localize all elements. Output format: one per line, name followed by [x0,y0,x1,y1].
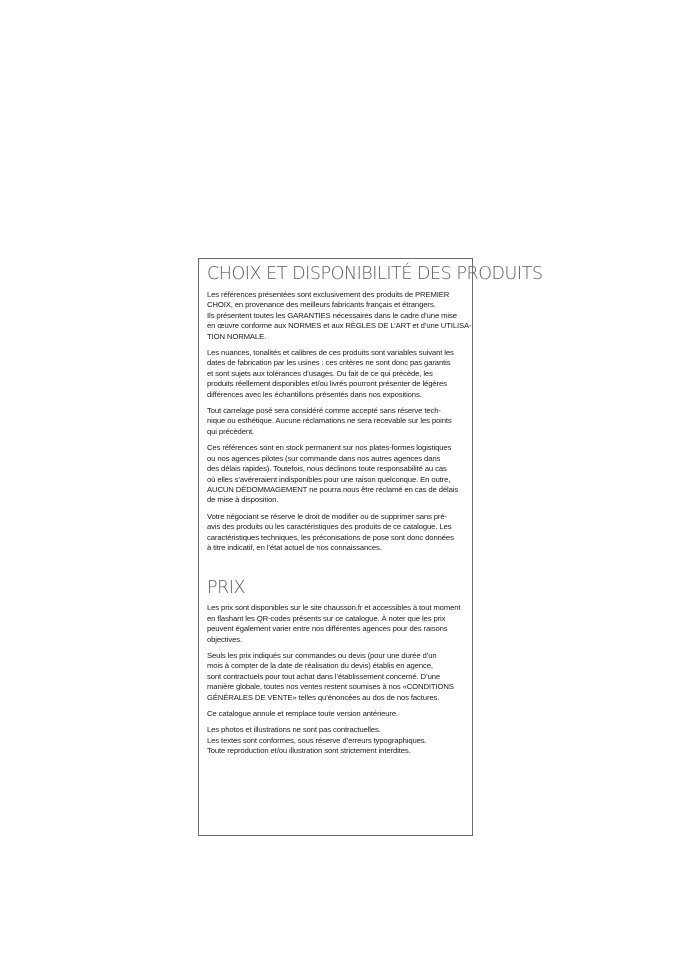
text-line: objectives. [207,634,243,644]
text-line: mois à compter de la date de réalisation du devis) établis en agence, [207,661,433,671]
text-line: produits réellement disponibles et/ou livrés pourront présenter de légères [207,379,447,389]
text-line: des délais rapides). Toutefois, nous déclinons toute responsabilité au cas [207,464,447,474]
text-line: Votre négociant se réserve le droit de modifier ou de supprimer sans pré- [207,511,447,521]
text-line: nique ou esthétique. Aucune réclamations ne sera recevable sur les points [207,416,452,426]
paragraph [207,348,464,400]
section-title-choix: CHOIX ET DISPONIBILITÉ DES PRODUITS [207,264,543,284]
text-line: et sont sujets aux tolérances d’usages. Du fait de ce qui précède, les [207,368,433,378]
paragraph [207,725,464,756]
text-line: Ces références sont en stock permanent sur nos plates-formes logistiques [207,443,452,453]
text-line: peuvent également varier entre nos différentes agences pour des raisons [207,624,448,634]
text-line: à titre indicatif, en l’état actuel de nos connaissances. [207,542,382,552]
text-line: qui précèdent. [207,426,255,436]
text-line: Les textes sont conformes, sous réserve d’erreurs typographiques. [207,735,427,745]
text-line: CHOIX, en provenance des meilleurs fabricants français et étrangers. [207,300,436,310]
paragraph [207,512,464,554]
text-line: en flashant les QR-codes présents sur ce catalogue. À noter que les prix [207,613,446,623]
text-line: avis des produits ou les caractéristiques des produits de ce catalogue. Les [207,522,452,532]
text-line: AUCUN DÉDOMMAGEMENT ne pourra nous être réclamé en cas de délais [207,484,459,494]
text-line: GÉNÉRALES DE VENTE» telles qu’énoncées au dos de nos factures. [207,692,440,702]
text-line: Les nuances, tonalités et calibres de ces produits sont variables suivant les [207,348,454,358]
paragraph [207,651,464,703]
paragraph [207,603,464,645]
text-line: Tout carrelage posé sera considéré comme accepté sans réserve tech- [207,406,441,416]
text-line: en œuvre conforme aux NORMES et aux RÈGLES DE L’ART et d’une UTILISA- [207,321,472,331]
text-line: manière globale, toutes nos ventes restent soumises à nos «CONDITIONS [207,682,454,692]
text-line: Ce catalogue annule et remplace toute version antérieure. [207,709,399,718]
text-line: Les photos et illustrations ne sont pas contractuelles. [207,725,381,735]
text-line: sont contractuels pour tout achat dans l’établissement concerné. D’une [207,671,441,681]
paragraph [207,443,464,505]
text-line: Les prix sont disponibles sur le site chausson.fr et accessibles à tout moment [207,603,461,613]
terms-panel [198,258,543,836]
text-line: ou nos agences pilotes (sur commande dans nos autres agences dans [207,453,441,463]
section-title-prix: PRIX [207,578,246,599]
text-line: différences avec les échantillons présentés dans nos expositions. [207,389,422,399]
paragraph [207,406,464,437]
text-line: Toute reproduction et/ou illustration sont strictement interdites. [207,746,411,756]
text-line: où elles s’avéreraient indisponibles pour une raison quelconque. En outre, [207,474,451,484]
text-line: dates de fabrication par les usines : ces critères ne sont donc pas garantis [207,358,451,368]
text-line: de mise à disposition. [207,495,279,505]
text-line: caractéristiques techniques, les préconisations de pose sont donc données [207,532,454,542]
paragraph [207,709,464,719]
paragraph [207,290,472,342]
text-line: Seuls les prix indiqués sur commandes ou devis (pour une durée d’un [207,650,437,660]
text-line: TION NORMALE. [207,331,267,341]
text-line: Les références présentées sont exclusivement des produits de PREMIER [207,290,450,299]
text-line: Ils présentent toutes les GARANTIES nécessaires dans le cadre d’une mise [207,310,457,320]
